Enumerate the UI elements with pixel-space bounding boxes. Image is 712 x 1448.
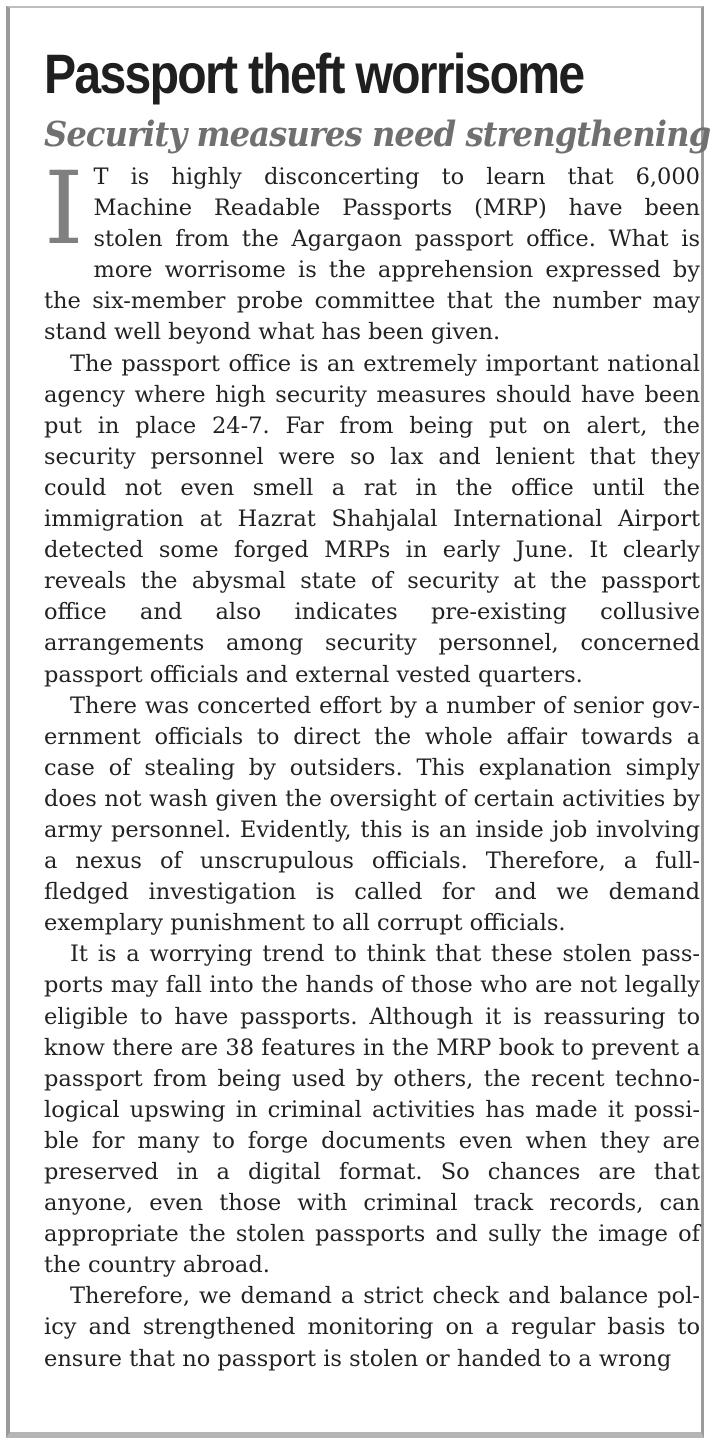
- drop-cap: I: [44, 150, 84, 267]
- article-frame: [6, 6, 711, 1438]
- headline: Passport theft worrisome: [44, 42, 584, 105]
- paragraph-3: There was concerted effort by a number of senior gov-ernment officials to direct the whole affair towards a case of stealing by outsiders. This explanation simply does not wash given the oversight of certain activities by army personnel. Evidently, this is an inside job involving a nexus of unscrupulous officials. Therefore, a full-fledged investigation is called for and we demand exemplary punishment to all corrupt officials.: [44, 692, 700, 937]
- paragraph-5: Therefore, we demand a strict check and balance pol-icy and strengthened monitoring on a regular basis to ensure that no passport is stolen or handed to a wrong: [44, 1283, 700, 1372]
- editorial-article: [44, 40, 711, 1375]
- subheadline: Security measures need strengthening: [44, 114, 711, 155]
- paragraph-4: It is a worrying trend to think that these stolen pass-ports may fall into the hands of those who are not legally eligible to have passports. Although it is reassuring to know there are 38 features in the MRP book to prevent a passport from being used by others, the recent techno-logical upswing in criminal activities has made it possi-ble for many to forge documents even when they are preserved in a digital format. So chances are that anyone, even those with criminal track records, can appropriate the stolen passports and sully the image of the country abroad.: [44, 941, 700, 1279]
- paragraph-2: The passport office is an extremely important national agency where high security measures should have been put in place 24-7. Far from being put on alert, the security personnel were so lax and lenient that they could not even smell a rat in the office until the immigration at Hazrat Shahjalal International Airport detected some forged MRPs in early June. It clearly reveals the abysmal state of security at the passport office and also indicates pre-existing collusive arrangements among security personnel, concerned passport officials and external vested quarters.: [44, 350, 700, 688]
- article-body: [44, 150, 700, 1375]
- paragraph-1-text: T is highly disconcerting to learn that 6,000 Machine Readable Passports (MRP) have been stolen from the Agargaon passport office. What is more worrisome is the apprehension expressed by the six-member probe committee that the number may stand well beyond what has been given.: [44, 164, 700, 346]
- paragraph-1: [44, 150, 700, 349]
